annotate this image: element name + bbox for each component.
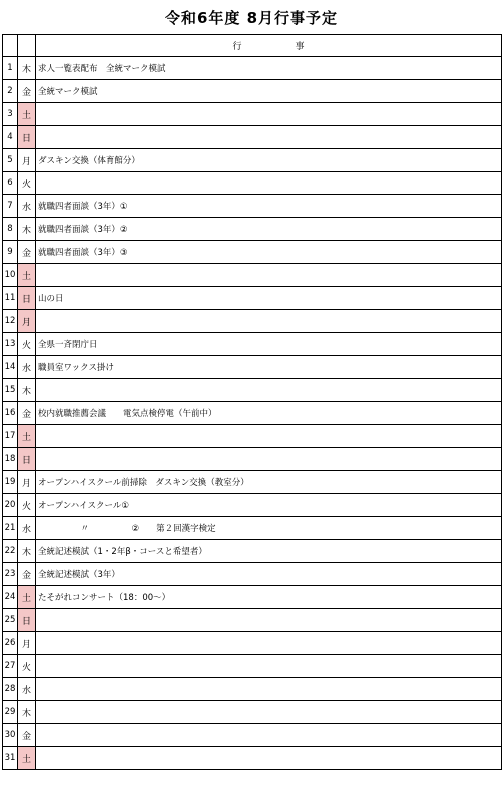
weekday-cell: 火: [18, 655, 36, 678]
event-cell: [36, 448, 502, 471]
day-number: 1: [3, 57, 18, 80]
event-cell: [36, 678, 502, 701]
day-number: 23: [3, 563, 18, 586]
weekday-cell: 土: [18, 586, 36, 609]
table-row: [3, 586, 502, 609]
weekday-cell: 火: [18, 172, 36, 195]
table-row: [3, 241, 502, 264]
weekday-cell: 金: [18, 402, 36, 425]
event-cell: 〃 ② 第２回漢字検定: [36, 517, 502, 540]
event-cell: [36, 172, 502, 195]
table-row: [3, 701, 502, 724]
weekday-cell: 日: [18, 448, 36, 471]
event-cell: 全統記述模試（1・2年β・コースと希望者）: [36, 540, 502, 563]
weekday-cell: 土: [18, 103, 36, 126]
day-number: 9: [3, 241, 18, 264]
event-cell: 校内就職推薦会議 電気点検停電（午前中）: [36, 402, 502, 425]
weekday-cell: 土: [18, 425, 36, 448]
weekday-cell: 日: [18, 609, 36, 632]
table-row: [3, 195, 502, 218]
weekday-cell: 水: [18, 517, 36, 540]
table-row: [3, 57, 502, 80]
day-number: 11: [3, 287, 18, 310]
weekday-cell: 水: [18, 356, 36, 379]
table-row: [3, 655, 502, 678]
day-number: 29: [3, 701, 18, 724]
table-row: [3, 356, 502, 379]
event-cell: [36, 126, 502, 149]
day-number: 15: [3, 379, 18, 402]
header-event-label: 行 事: [36, 35, 502, 57]
table-row: [3, 310, 502, 333]
schedule-table: [2, 34, 502, 770]
day-number: 20: [3, 494, 18, 517]
table-row: [3, 379, 502, 402]
day-number: 14: [3, 356, 18, 379]
weekday-cell: 日: [18, 287, 36, 310]
day-number: 27: [3, 655, 18, 678]
day-number: 26: [3, 632, 18, 655]
weekday-cell: 月: [18, 632, 36, 655]
event-cell: 求人一覧表配布 全統マーク模試: [36, 57, 502, 80]
weekday-cell: 日: [18, 126, 36, 149]
table-row: [3, 333, 502, 356]
header-row: [3, 35, 502, 57]
event-cell: 全県一斉閉庁日: [36, 333, 502, 356]
event-cell: [36, 655, 502, 678]
weekday-cell: 水: [18, 195, 36, 218]
weekday-cell: 金: [18, 724, 36, 747]
schedule-body: [3, 35, 502, 770]
event-cell: [36, 379, 502, 402]
day-number: 8: [3, 218, 18, 241]
table-row: [3, 517, 502, 540]
event-cell: 山の日: [36, 287, 502, 310]
event-cell: オープンハイスクール前掃除 ダスキン交換（教室分）: [36, 471, 502, 494]
weekday-cell: 月: [18, 310, 36, 333]
table-row: [3, 724, 502, 747]
table-row: [3, 80, 502, 103]
event-cell: 職員室ワックス掛け: [36, 356, 502, 379]
table-row: [3, 287, 502, 310]
table-row: [3, 540, 502, 563]
weekday-cell: 木: [18, 540, 36, 563]
day-number: 10: [3, 264, 18, 287]
table-row: [3, 218, 502, 241]
event-cell: オープンハイスクール①: [36, 494, 502, 517]
table-row: [3, 126, 502, 149]
event-cell: [36, 747, 502, 770]
weekday-cell: 火: [18, 333, 36, 356]
header-weekday-cell: [18, 35, 36, 57]
weekday-cell: 木: [18, 379, 36, 402]
day-number: 17: [3, 425, 18, 448]
table-row: [3, 747, 502, 770]
weekday-cell: 金: [18, 80, 36, 103]
weekday-cell: 水: [18, 678, 36, 701]
event-cell: [36, 264, 502, 287]
table-row: [3, 678, 502, 701]
event-cell: [36, 310, 502, 333]
table-row: [3, 149, 502, 172]
day-number: 13: [3, 333, 18, 356]
event-cell: 全統マーク模試: [36, 80, 502, 103]
day-number: 6: [3, 172, 18, 195]
table-row: [3, 609, 502, 632]
weekday-cell: 木: [18, 218, 36, 241]
day-number: 19: [3, 471, 18, 494]
event-cell: たそがれコンサート（18：00～）: [36, 586, 502, 609]
weekday-cell: 金: [18, 563, 36, 586]
day-number: 18: [3, 448, 18, 471]
weekday-cell: 木: [18, 701, 36, 724]
table-row: [3, 632, 502, 655]
event-cell: [36, 609, 502, 632]
header-day-cell: [3, 35, 18, 57]
table-row: [3, 448, 502, 471]
day-number: 12: [3, 310, 18, 333]
weekday-cell: 土: [18, 264, 36, 287]
day-number: 7: [3, 195, 18, 218]
event-cell: [36, 701, 502, 724]
event-cell: [36, 632, 502, 655]
event-cell: 就職四者面談（3年）③: [36, 241, 502, 264]
table-row: [3, 402, 502, 425]
day-number: 25: [3, 609, 18, 632]
event-cell: 就職四者面談（3年）②: [36, 218, 502, 241]
table-row: [3, 172, 502, 195]
table-row: [3, 471, 502, 494]
table-row: [3, 103, 502, 126]
day-number: 3: [3, 103, 18, 126]
page-title: 令和6年度 8月行事予定: [164, 9, 339, 27]
day-number: 30: [3, 724, 18, 747]
day-number: 4: [3, 126, 18, 149]
table-row: [3, 264, 502, 287]
weekday-cell: 土: [18, 747, 36, 770]
event-cell: [36, 103, 502, 126]
weekday-cell: 月: [18, 149, 36, 172]
day-number: 16: [3, 402, 18, 425]
day-number: 2: [3, 80, 18, 103]
weekday-cell: 月: [18, 471, 36, 494]
day-number: 31: [3, 747, 18, 770]
weekday-cell: 木: [18, 57, 36, 80]
day-number: 28: [3, 678, 18, 701]
weekday-cell: 火: [18, 494, 36, 517]
table-row: [3, 563, 502, 586]
table-row: [3, 494, 502, 517]
event-cell: [36, 425, 502, 448]
weekday-cell: 金: [18, 241, 36, 264]
event-cell: [36, 724, 502, 747]
event-cell: 就職四者面談（3年）①: [36, 195, 502, 218]
day-number: 22: [3, 540, 18, 563]
day-number: 21: [3, 517, 18, 540]
day-number: 24: [3, 586, 18, 609]
day-number: 5: [3, 149, 18, 172]
table-row: [3, 425, 502, 448]
event-cell: 全統記述模試（3年）: [36, 563, 502, 586]
event-cell: ダスキン交換（体育館分）: [36, 149, 502, 172]
